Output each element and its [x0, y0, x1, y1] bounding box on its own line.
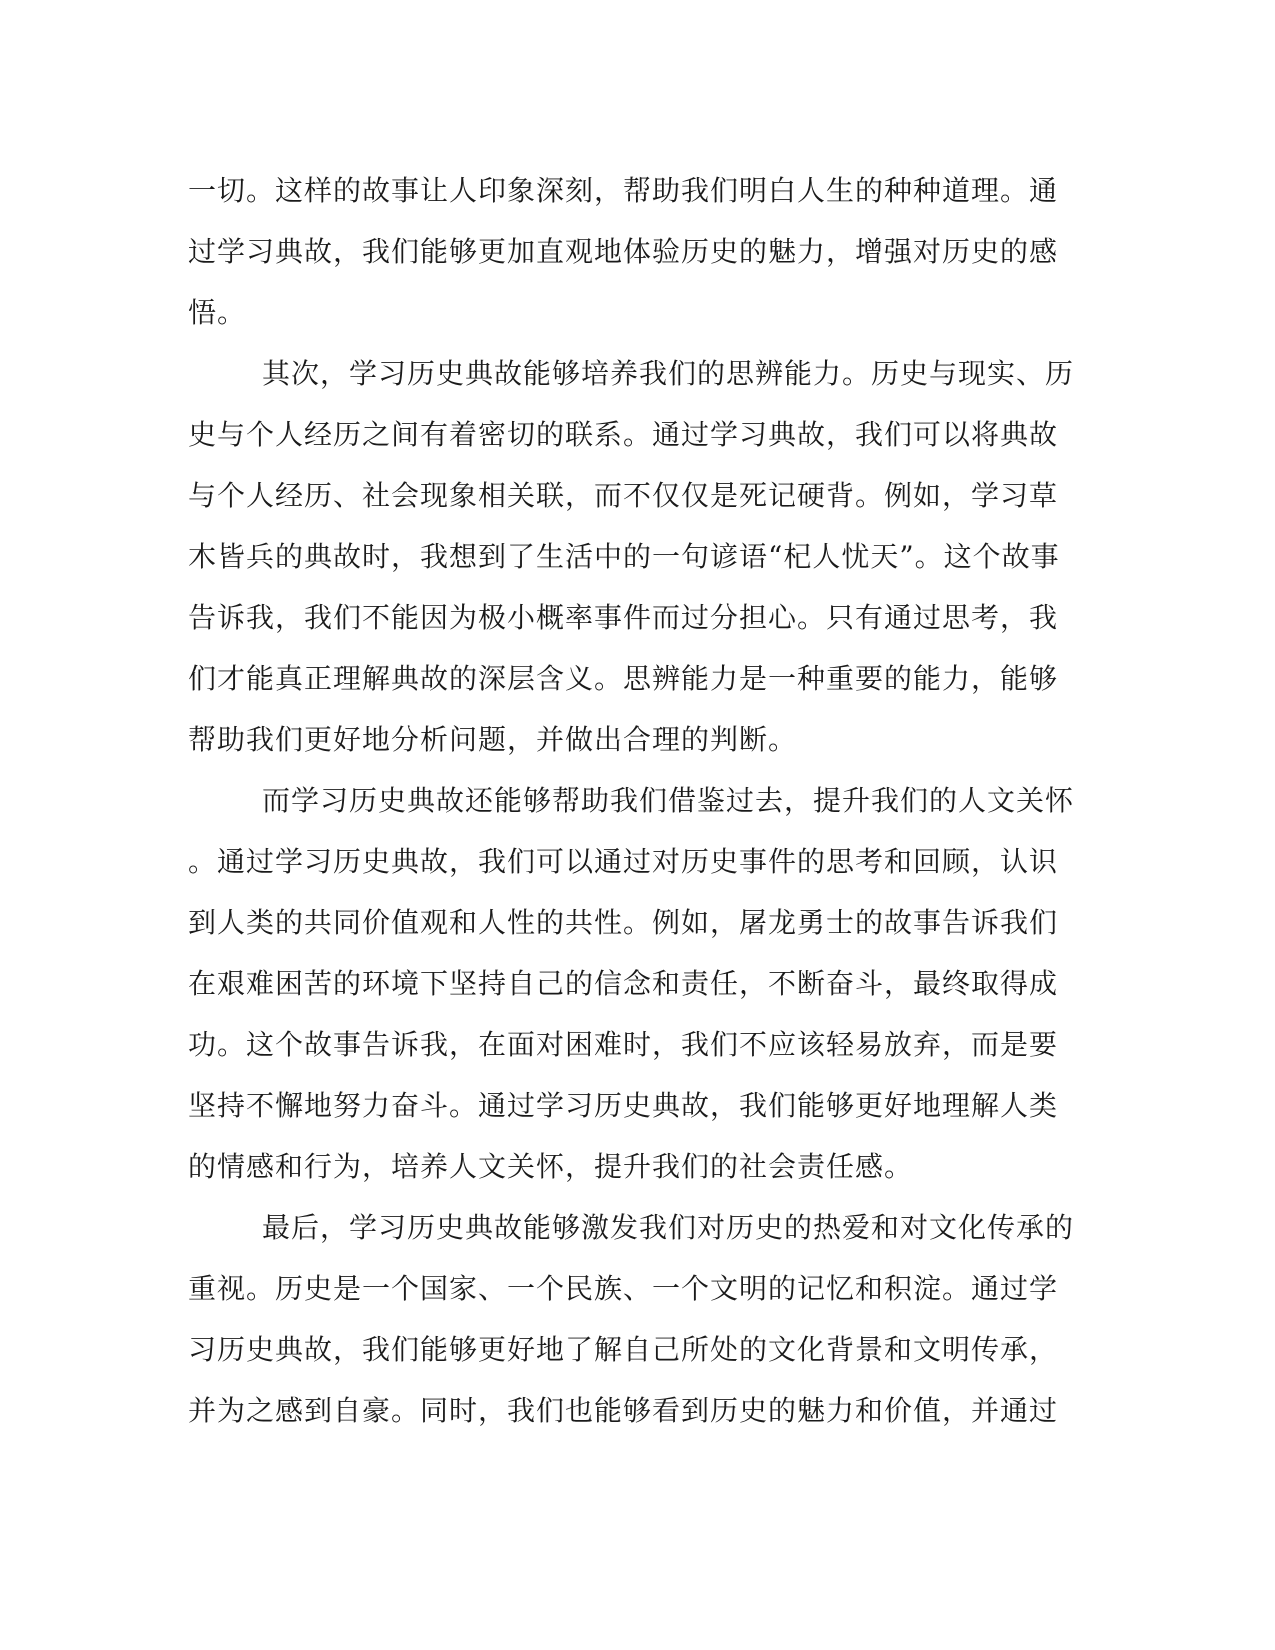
text-line: 在艰难困苦的环境下坚持自己的信念和责任，不断奋斗，最终取得成 — [188, 967, 1059, 1000]
text-line: 并为之感到自豪。同时，我们也能够看到历史的魅力和价值，并通过 — [188, 1394, 1059, 1427]
text-line: 史与个人经历之间有着密切的联系。通过学习典故，我们可以将典故 — [188, 418, 1059, 451]
text-line: 帮助我们更好地分析问题，并做出合理的判断。 — [188, 723, 798, 756]
body-text — [188, 160, 1075, 1441]
paragraph-start-line: 而学习历史典故还能够帮助我们借鉴过去，提升我们的人文关怀 — [262, 784, 1075, 817]
paragraph-start-line: 其次，学习历史典故能够培养我们的思辨能力。历史与现实、历 — [262, 357, 1075, 390]
text-line: 告诉我，我们不能因为极小概率事件而过分担心。只有通过思考，我 — [188, 601, 1059, 634]
text-line: 重视。历史是一个国家、一个民族、一个文明的记忆和积淀。通过学 — [188, 1272, 1059, 1305]
text-line: 木皆兵的典故时，我想到了生活中的一句谚语“杞人忧天”。这个故事 — [188, 540, 1060, 573]
text-line: 们才能真正理解典故的深层含义。思辨能力是一种重要的能力，能够 — [188, 662, 1059, 695]
text-line: 与个人经历、社会现象相关联，而不仅仅是死记硬背。例如，学习草 — [188, 479, 1059, 512]
text-line: 的情感和行为，培养人文关怀，提升我们的社会责任感。 — [188, 1150, 914, 1183]
text-line: 功。这个故事告诉我，在面对困难时，我们不应该轻易放弃，而是要 — [188, 1028, 1059, 1061]
text-line: 。通过学习历史典故，我们可以通过对历史事件的思考和回顾，认识 — [188, 845, 1059, 878]
text-line: 悟。 — [188, 296, 247, 329]
text-line: 过学习典故，我们能够更加直观地体验历史的魅力，增强对历史的感 — [188, 235, 1059, 268]
text-line: 习历史典故，我们能够更好地了解自己所处的文化背景和文明传承， — [188, 1333, 1059, 1366]
text-line: 到人类的共同价值观和人性的共性。例如，屠龙勇士的故事告诉我们 — [188, 906, 1059, 939]
paragraph-start-line: 最后，学习历史典故能够激发我们对历史的热爱和对文化传承的 — [262, 1211, 1075, 1244]
text-line: 坚持不懈地努力奋斗。通过学习历史典故，我们能够更好地理解人类 — [188, 1089, 1059, 1122]
text-line: 一切。这样的故事让人印象深刻，帮助我们明白人生的种种道理。通 — [188, 174, 1059, 207]
